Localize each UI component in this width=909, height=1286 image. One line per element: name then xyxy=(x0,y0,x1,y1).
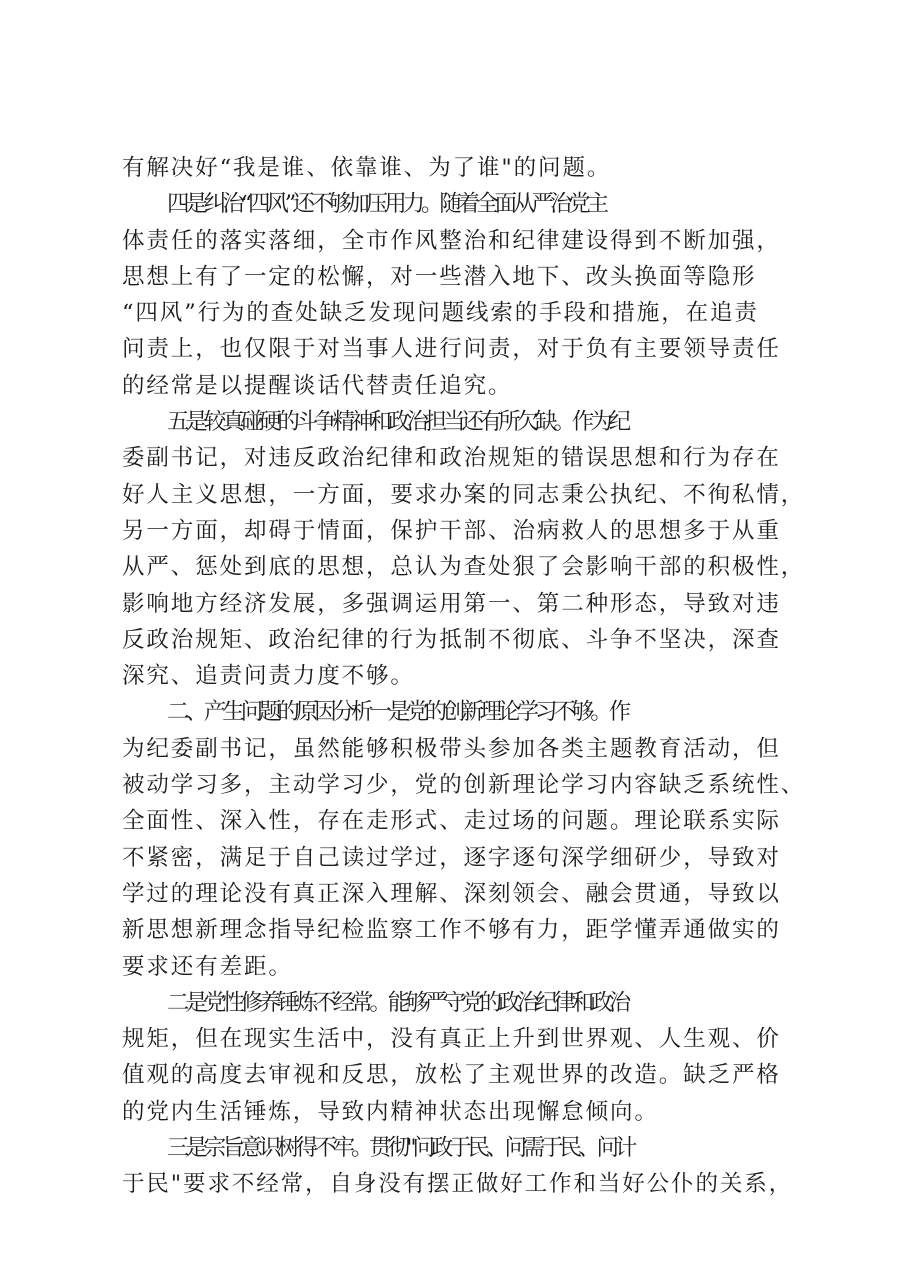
paragraph-first-line: 二、产生问题的原因分析一是党的创新理论学习不够。作 xyxy=(167,699,628,726)
paragraph-first-line: 三是宗旨意识树得不牢。贯彻"问政于民、问需于民、问计 xyxy=(167,1135,634,1162)
text-line: 委副书记，对违反政治纪律和政治规矩的错误思想和行为存在 xyxy=(122,445,781,472)
text-line: 规矩，但在现实生活中，没有真正上升到世界观、人生观、价 xyxy=(122,1026,781,1053)
paragraph-first-line: 四是纠治“四风”还不够加压用力。随着全面从严治党主 xyxy=(167,191,606,218)
text-line: 不紧密，满足于自己读过学过，逐字逐句深学细研少，导致对 xyxy=(122,844,781,871)
text-line: 思想上有了一定的松懈，对一些潜入地下、改头换面等隐形 xyxy=(122,263,757,290)
text-line: 要求还有差距。 xyxy=(122,953,293,980)
text-line: 有解决好“我是谁、依靠谁、为了谁"的问题。 xyxy=(122,155,612,181)
text-line: 学过的理论没有真正深入理解、深刻领会、融会贯通，导致以 xyxy=(122,880,781,907)
text-line: “四风”行为的查处缺乏发现问题线索的手段和措施，在追责 xyxy=(122,300,759,327)
text-line: 影响地方经济发展，多强调运用第一、第二种形态，导致对违 xyxy=(122,590,781,617)
text-line: 于民"要求不经常，自身没有摆正做好工作和当好公仆的关系， xyxy=(122,1171,794,1198)
document-body xyxy=(122,150,806,1203)
text-line: 问责上，也仅限于对当事人进行问责，对于负有主要领导责任 xyxy=(122,336,781,363)
text-line: 反政治规矩、政治纪律的行为抵制不彻底、斗争不坚决，深查 xyxy=(122,626,781,653)
text-line: 被动学习多，主动学习少，党的创新理论学习内容缺乏系统性、 xyxy=(122,772,806,799)
text-line: 全面性、深入性，存在走形式、走过场的问题。理论联系实际 xyxy=(122,808,781,835)
paragraph-first-line: 二是党性修养锤炼不经常。能够严守党的政治纪律和政治 xyxy=(167,989,628,1016)
text-line: 的党内生活锤炼，导致内精神状态出现懈怠倾向。 xyxy=(122,1098,659,1125)
text-line: 新思想新理念指导纪检监察工作不够有力，距学懂弄通做实的 xyxy=(122,917,781,944)
text-line: 体责任的落实落细，全市作风整治和纪律建设得到不断加强， xyxy=(122,227,781,254)
text-line: 为纪委副书记，虽然能够积极带头参加各类主题教育活动，但 xyxy=(122,735,781,762)
text-line: 值观的高度去审视和反思，放松了主观世界的改造。缺乏严格 xyxy=(122,1062,781,1089)
text-line: 的经常是以提醒谈话代替责任追究。 xyxy=(122,372,513,399)
text-line: 深究、追责问责力度不够。 xyxy=(122,663,415,690)
text-line: 从严、惩处到底的思想，总认为查处狠了会影响干部的积极性， xyxy=(122,554,806,581)
paragraph-first-line: 五是较真碰硬的斗争精神和政治担当还有所欠缺。作为纪 xyxy=(167,409,628,436)
text-line: 另一方面，却碍于情面，保护干部、治病救人的思想多于从重 xyxy=(122,517,781,544)
text-line: 好人主义思想，一方面，要求办案的同志秉公执纪、不徇私情， xyxy=(122,481,806,508)
